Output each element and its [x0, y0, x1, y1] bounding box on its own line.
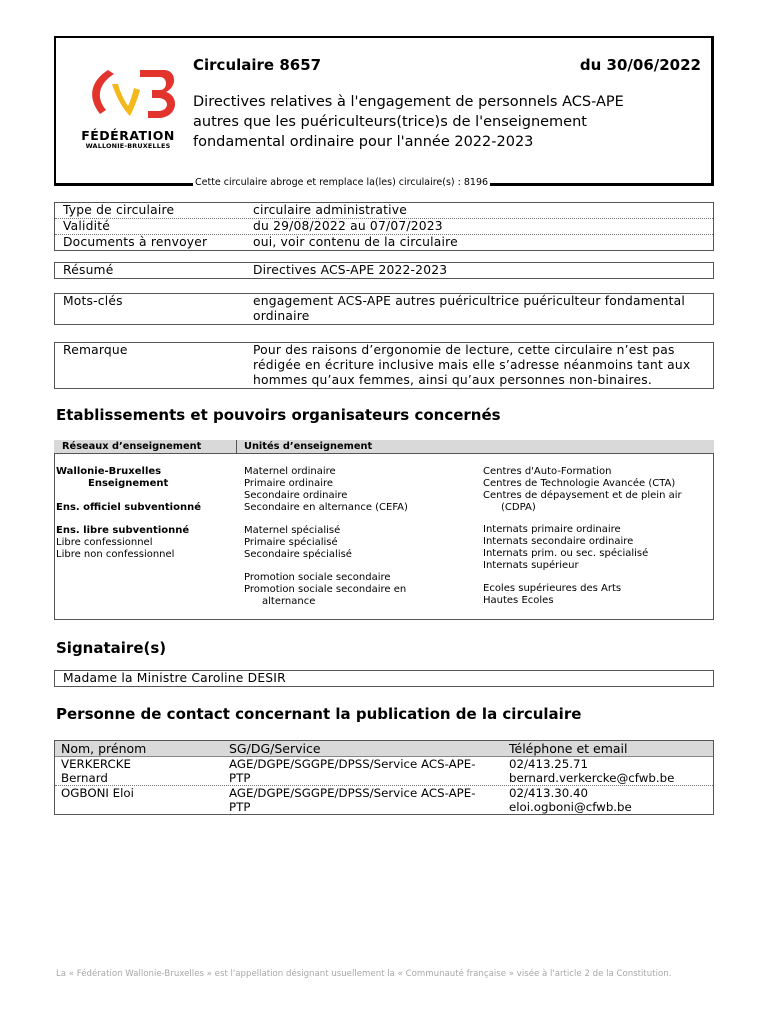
logo-text-wallonie-bruxelles: WALLONIE-BRUXELLES	[85, 142, 171, 150]
units-specialise-list: Maternel spécialisé Primaire spécialisé Secondaire spécialisé	[244, 525, 352, 560]
units-superieur-list: Ecoles supérieures des Arts Hautes Ecoles	[483, 583, 622, 606]
signataire-heading: Signataire(s)	[56, 639, 167, 657]
table-row: VERKERCKE Bernard AGE/DGPE/SGGPE/DPSS/Service ACS-APE- PTP 02/413.25.71 bernard.verkercke@cfwb.be	[55, 757, 713, 786]
type-label: Type de circulaire	[63, 203, 175, 217]
contacts-table-header	[55, 741, 713, 757]
remarque-label: Remarque	[63, 343, 128, 357]
circular-date: du 30/06/2022	[579, 56, 701, 74]
col-reseaux-header: Réseaux d’enseignement	[62, 441, 202, 452]
network-officiel: Ens. officiel subventionné	[56, 502, 201, 513]
documents-value: oui, voir contenu de la circulaire	[253, 235, 458, 249]
circular-number: Circulaire 8657	[193, 56, 322, 74]
resume-value: Directives ACS-APE 2022-2023	[253, 263, 448, 277]
resume-label: Résumé	[63, 263, 114, 277]
contacts-heading: Personne de contact concernant la publication de la circulaire	[56, 705, 582, 723]
type-value: circulaire administrative	[253, 203, 407, 217]
info-table-general	[54, 202, 714, 251]
remarque-value: Pour des raisons d’ergonomie de lecture, cette circulaire n’est pas rédigée en écriture inclusive mais elle s’adresse néanmoins tant aux hommes qu’aux femmes, ainsi qu’aux personnes non-binaires.	[253, 343, 691, 387]
validite-value: du 29/08/2022 au 07/07/2023	[253, 219, 443, 233]
info-table-mots-cles	[54, 293, 714, 325]
units-centres-list: Centres d'Auto-Formation Centres de Technologie Avancée (CTA) Centres de dépaysement et de plein air (CDPA)	[483, 466, 682, 513]
email-link[interactable]: eloi.ogboni@cfwb.be	[509, 799, 632, 814]
table-row: OGBONI Eloi AGE/DGPE/SGGPE/DPSS/Service ACS-APE- PTP 02/413.30.40 eloi.ogboni@cfwb.be	[55, 786, 713, 814]
documents-label: Documents à renvoyer	[63, 235, 208, 249]
col-telephone-header: Téléphone et email	[509, 741, 628, 756]
units-promotion-sociale-list: Promotion sociale secondaire Promotion sociale secondaire en alternance	[244, 572, 407, 607]
establishments-heading: Etablissements et pouvoirs organisateurs concernés	[56, 406, 501, 424]
units-ordinaire-list: Maternel ordinaire Primaire ordinaire Secondaire ordinaire Secondaire en alternance (CEFA)	[244, 466, 408, 513]
network-libre: Ens. libre subventionné Libre confessionnel Libre non confessionnel	[56, 525, 190, 560]
mots-cles-value: engagement ACS-APE autres puéricultrice puériculteur fondamental ordinaire	[253, 294, 686, 323]
logo-red-stroke	[92, 70, 114, 114]
footer-note: La « Fédération Wallonie-Bruxelles » est l'appellation désignant usuellement la « Communauté française » visée à l'article 2 de la Constitution.	[56, 969, 672, 979]
abroge-note: Cette circulaire abroge et remplace la(les) circulaire(s) : 8196	[195, 177, 489, 188]
units-internats-list: Internats primaire ordinaire Internats secondaire ordinaire Internats prim. ou sec. spécialisé Internats supérieur	[483, 524, 649, 571]
logo-red-b	[140, 70, 175, 118]
col-unites-header: Unités d’enseignement	[244, 441, 373, 452]
info-table-remarque	[54, 342, 714, 389]
contacts-table	[54, 740, 714, 815]
logo-text-federation: FÉDÉRATION	[81, 128, 175, 143]
header-divider	[236, 440, 237, 454]
network-wb: Wallonie-Bruxelles Enseignement	[56, 466, 169, 489]
info-table-resume	[54, 262, 714, 279]
col-service-header: SG/DG/Service	[229, 741, 321, 756]
col-nom-header: Nom, prénom	[61, 741, 147, 756]
email-link[interactable]: bernard.verkercke@cfwb.be	[509, 770, 675, 785]
mots-cles-label: Mots-clés	[63, 294, 123, 308]
validite-label: Validité	[63, 219, 111, 233]
signataire-name: Madame la Ministre Caroline DESIR	[54, 670, 714, 687]
circular-title: Directives relatives à l'engagement de personnels ACS-APE autres que les puériculteurs(trice)s de l'enseignement fondamental ordinaire pour l'année 2022-2023	[193, 94, 624, 150]
logo-yellow-stroke	[112, 84, 140, 116]
